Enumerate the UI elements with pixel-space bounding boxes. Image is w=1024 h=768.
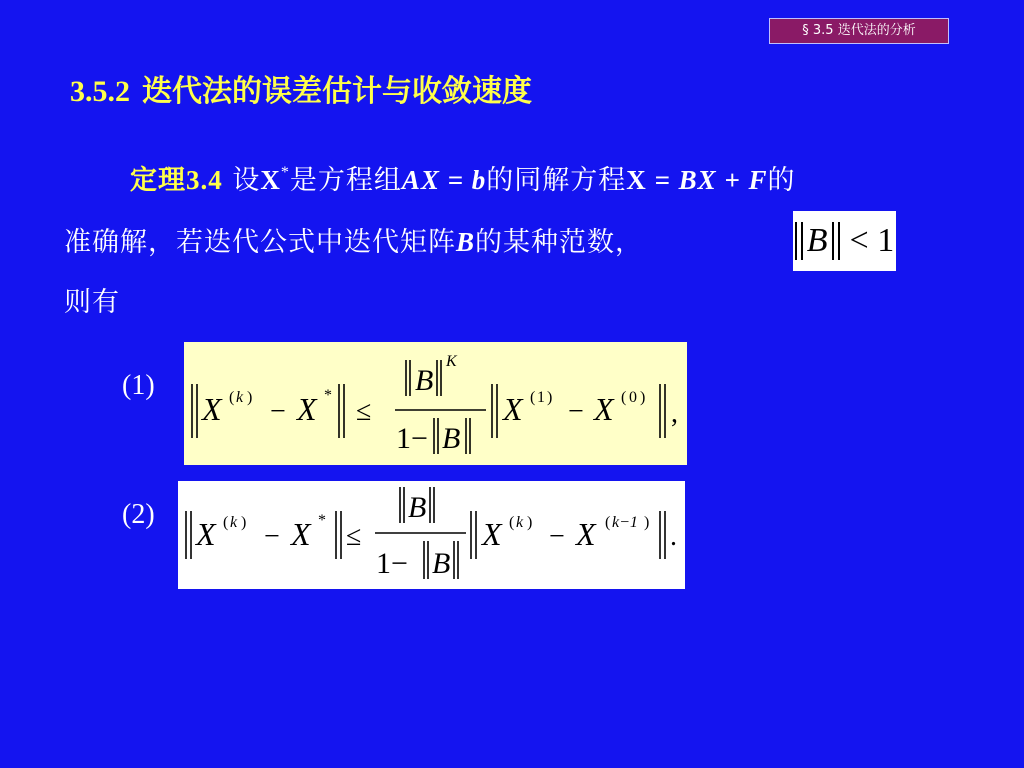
section-number: 3.5.2: [70, 75, 130, 108]
f2-k1: k: [230, 514, 238, 531]
f2-paren-open-3: (: [605, 514, 611, 531]
f2-paren-open-2: (: [509, 514, 515, 531]
norm-var: B: [806, 222, 828, 259]
f2-k-minus-1: k−1: [612, 514, 638, 531]
theorem-line-2: [64, 220, 643, 259]
f2-minus-1: −: [264, 521, 280, 552]
theorem-text-e: 准确解，若迭代公式中迭代矩阵: [64, 227, 456, 258]
f2-x1: X: [196, 516, 216, 552]
section-tag: § 3.5 迭代法的分析: [769, 18, 949, 44]
f1-x1: X: [202, 391, 222, 427]
f1-one: 1: [537, 389, 545, 406]
f1-one-minus: 1−: [396, 422, 428, 455]
f2-k2: k: [516, 514, 524, 531]
f2-paren-close-2: ): [527, 514, 533, 531]
theorem-line-1: [130, 158, 796, 197]
f2-x2: X: [291, 516, 311, 552]
section-title: [70, 66, 532, 110]
norm-bar-left: [795, 222, 803, 260]
theorem-text-a: 设: [222, 165, 261, 196]
f2-period: .: [670, 521, 677, 552]
formula-label-1: (1): [122, 370, 155, 401]
f2-b-den: B: [432, 547, 451, 580]
var-b: B: [456, 227, 476, 257]
norm-bar-right: [832, 222, 840, 260]
star-sup: *: [280, 164, 290, 181]
var-x: X: [260, 165, 281, 195]
f1-x3: X: [503, 391, 523, 427]
theorem-text-f: 的某种范数，: [475, 227, 644, 258]
formula-2-svg: [178, 481, 685, 589]
f1-paren-open-2: (: [530, 389, 536, 406]
f1-k: k: [236, 389, 244, 406]
f2-paren-close-3: ): [644, 514, 650, 531]
f2-minus-2: −: [549, 521, 565, 552]
f1-paren-close-3: ): [640, 389, 646, 406]
f1-comma: ,: [671, 398, 678, 429]
theorem-label: 定理: [130, 165, 186, 196]
equation-x: X: [626, 165, 647, 195]
f1-zero: 0: [629, 389, 637, 406]
f2-leq: ≤: [346, 521, 362, 552]
formula-label-2: (2): [122, 499, 155, 530]
f1-b-den: B: [442, 422, 461, 455]
f1-leq: ≤: [356, 396, 372, 427]
norm-relation: < 1: [849, 222, 895, 259]
f1-minus-2: −: [568, 396, 584, 427]
f1-paren-close-1: ): [247, 389, 253, 406]
f2-x4: X: [576, 516, 596, 552]
theorem-line-3: 则有: [64, 287, 120, 318]
f2-x3: X: [482, 516, 502, 552]
f1-x4: X: [594, 391, 614, 427]
f1-sup-k: K: [446, 353, 457, 370]
f2-paren-open-1: (: [223, 514, 229, 531]
f1-paren-open-3: (: [621, 389, 627, 406]
formula-2: [178, 481, 685, 589]
f2-one-minus: 1−: [376, 547, 408, 580]
section-title-text: 迭代法的误差估计与收敛速度: [142, 74, 532, 109]
f2-star: *: [318, 512, 326, 529]
f1-x2: X: [297, 391, 317, 427]
f1-paren-open-1: (: [229, 389, 235, 406]
norm-condition: [793, 211, 896, 271]
f2-paren-close-1: ): [241, 514, 247, 531]
f1-b-num: B: [415, 364, 434, 397]
formula-1: [184, 342, 687, 465]
theorem-text-d: 的: [767, 165, 796, 196]
theorem-text-c: 的同解方程: [486, 165, 627, 196]
formula-1-svg: [184, 342, 687, 465]
theorem-text-b: 是方程组: [289, 165, 402, 196]
f2-b-num: B: [408, 491, 427, 524]
equation-bx-f: = BX + F: [646, 165, 768, 195]
theorem-number: 3.4: [186, 165, 223, 195]
equation-ax-b: AX = b: [401, 165, 487, 195]
f1-minus-1: −: [270, 396, 286, 427]
f1-star: *: [324, 387, 332, 404]
f1-paren-close-2: ): [547, 389, 553, 406]
